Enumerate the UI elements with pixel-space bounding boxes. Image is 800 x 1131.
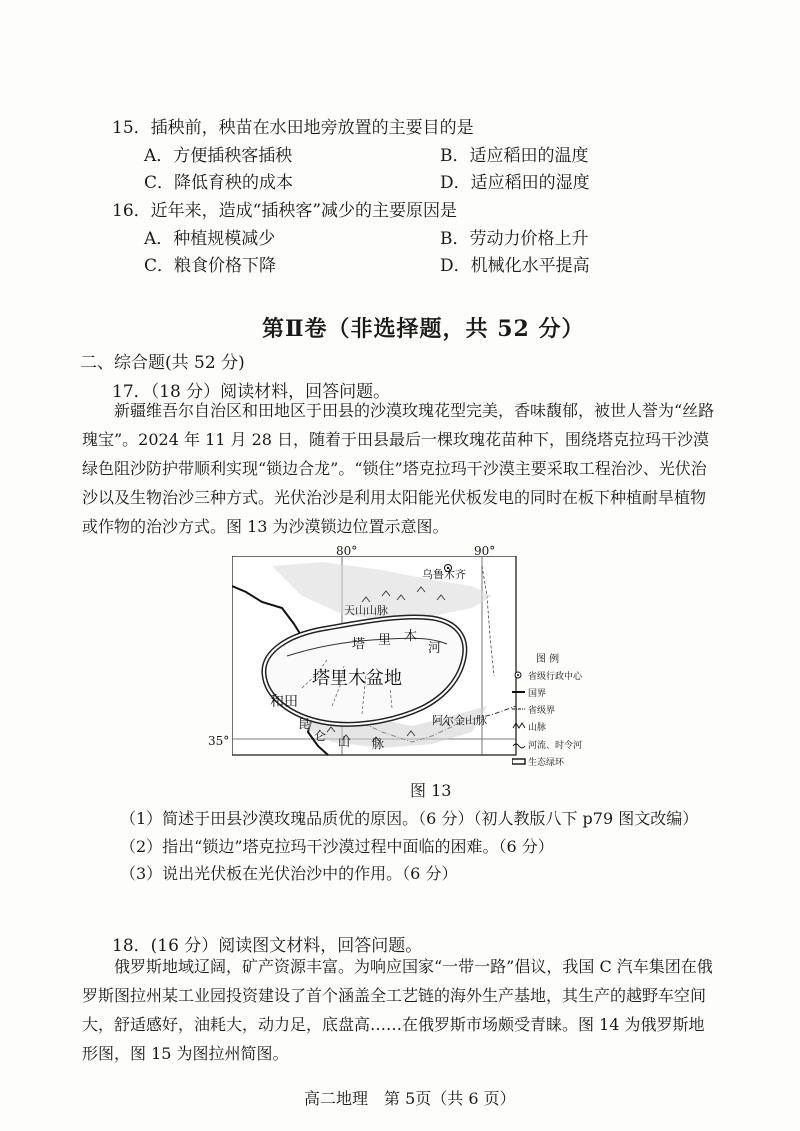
question-16-stem: 16．近年来，造成“插秧客”减少的主要原因是 xyxy=(112,201,458,221)
question-17-material: 新疆维吾尔自治区和田地区于田县的沙漠玫瑰花型完美，香味馥郁，被世人誉为“丝路瑰宝”。2024 年 11 月 28 日，随着于田县最后一棵玫瑰花苗种下，围绕塔克拉玛干沙漠绿色阻沙防护带顺利实现“锁边合龙”。“锁住”塔克拉玛干沙漠主要采取工程治沙、光伏治沙以及生物治沙三种方式。光伏治沙是利用太阳能光伏板发电的同时在板下种植耐旱植物或作物的治沙方式。图 13 为沙漠锁边位置示意图。 xyxy=(82,401,715,536)
label-tianshan: 天山山脉 xyxy=(344,604,388,617)
legend-item-provincial-border: 省级界 xyxy=(528,706,556,716)
section-title: 第Ⅱ卷（非选择题，共 52 分） xyxy=(262,316,585,342)
question-15-option-c: C．降低育秧的成本 xyxy=(144,173,294,193)
question-18-material: 俄罗斯地域辽阔，矿产资源丰富。为响应国家“一带一路”倡议，我国 C 汽车集团在俄罗斯图拉州某工业园投资建设了首个涵盖全工艺链的海外生产基地，其生产的越野车空间大，舒适感好，油耗大，动力足，底盘高……在俄罗斯市场颇受青睐。图 14 为俄罗斯地形图，图 15 为图拉州简图。 xyxy=(82,957,713,1063)
question-18-intro: 18．(16 分）阅读图文材料，回答问题。 xyxy=(112,936,423,956)
question-16-option-d: D．机械化水平提高 xyxy=(440,256,590,276)
legend-title: 图 例 xyxy=(536,654,560,665)
question-17-sub-3: （3）说出光伏板在光伏治沙中的作用。（6 分） xyxy=(120,864,458,883)
legend-item-mountain: 山脉 xyxy=(528,723,547,733)
label-kunlun-1: 昆 xyxy=(298,717,311,731)
label-tarim-river-2: 里 xyxy=(378,633,392,648)
question-15-option-a: A．方便插秧客插秧 xyxy=(144,146,293,166)
question-15-option-d: D．适应稻田的湿度 xyxy=(440,173,590,193)
label-altun-mountains: 阿尔金山脉 xyxy=(432,714,487,727)
label-tarim-basin: 塔里木盆地 xyxy=(312,668,402,689)
question-16-option-c: C．粮食价格下降 xyxy=(144,256,277,276)
label-tarim-river-1: 塔 xyxy=(352,637,366,652)
legend-item-green-ring: 生态绿环 xyxy=(528,758,565,768)
question-17-sub-1: （1）简述于田县沙漠玫瑰品质优的原因。（6 分）（初人教版八下 p79 图文改编） xyxy=(120,809,699,828)
label-lon-90: 90° xyxy=(474,544,496,558)
label-kunlun-3: 山 xyxy=(338,735,351,749)
figure-13-map xyxy=(232,556,517,756)
question-17-sub-2: （2）指出“锁边”塔克拉玛干沙漠过程中面临的困难。（6 分） xyxy=(120,837,554,856)
map-legend xyxy=(512,652,608,768)
question-15-option-b: B．适应稻田的温度 xyxy=(440,146,589,166)
label-urumqi: 乌鲁木齐 xyxy=(422,568,466,581)
legend-capital-icon-dot xyxy=(517,674,519,676)
legend-green-ring-icon xyxy=(512,759,525,764)
legend-river-icon xyxy=(513,744,525,748)
question-16-option-a: A．种植规模减少 xyxy=(144,229,276,249)
legend-mountain-icon xyxy=(513,723,525,728)
question-17-intro: 17．（18 分）阅读材料，回答问题。 xyxy=(112,382,391,402)
question-15-stem: 15．插秧前，秧苗在水田地旁放置的主要目的是 xyxy=(112,118,474,138)
label-hetian-1: 和 xyxy=(270,694,284,710)
label-lon-80: 80° xyxy=(336,544,358,558)
question-16-option-b: B．劳动力价格上升 xyxy=(440,229,589,249)
label-hetian-2: 田 xyxy=(284,694,298,710)
label-tarim-river-4: 河 xyxy=(428,641,442,656)
label-lat-35: 35° xyxy=(208,734,230,748)
figure-13-caption: 图 13 xyxy=(410,781,452,800)
legend-item-national-border: 国界 xyxy=(528,689,547,699)
label-kunlun-2: 仑 xyxy=(314,729,327,743)
page-footer: 高二地理 第 5页（共 6 页） xyxy=(304,1089,516,1108)
label-kunlun-4: 脉 xyxy=(372,737,385,751)
section-heading: 二、综合题(共 52 分) xyxy=(80,353,245,373)
legend-item-capital: 省级行政中心 xyxy=(528,672,583,682)
legend-item-river: 河流、时令河 xyxy=(528,741,583,751)
label-tarim-river-3: 木 xyxy=(404,629,418,644)
